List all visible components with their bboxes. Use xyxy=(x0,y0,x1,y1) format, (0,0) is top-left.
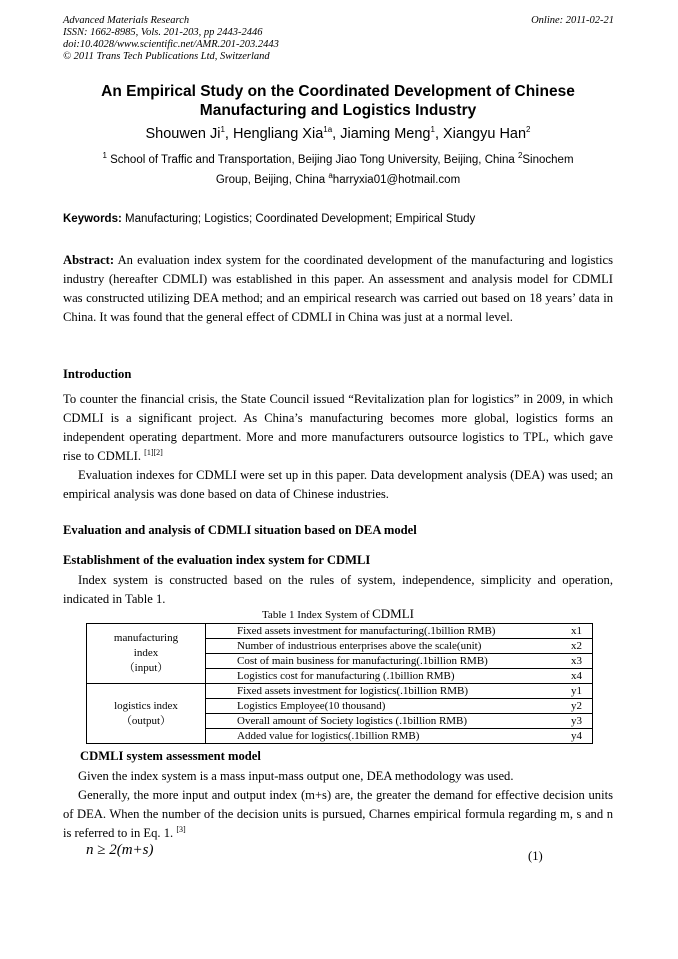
table-caption: Table 1 Index System of CDMLI xyxy=(261,606,414,621)
group-label-input: manufacturing index （input） xyxy=(87,624,206,684)
equation: n ≥ 2(m+s) xyxy=(86,842,154,858)
group-label-output: logistics index （output） xyxy=(87,684,206,744)
model-paragraph-2: Generally, the more input and output index (m+s) are, the greater the demand for effective decision units of DEA. When the number of the decision units is pursued, Charnes empirical formula regarding m, s and n is referred to in Eq. 1. [3] xyxy=(63,788,613,840)
affiliation: $^1$ School of Traffic and Transportation, Beijing Jiao Tong University, Beijing, China $^2$Sinochem Group, Beijing, China $^a$harryxia01@hotmail.com xyxy=(102,151,574,186)
table-cell: Overall amount of Society logistics (.1billion RMB) y3 xyxy=(206,714,593,729)
table-cell: Added value for logistics(.1billion RMB) y4 xyxy=(206,729,593,744)
table-cell: Number of industrious enterprises above the scale(unit) x2 xyxy=(206,639,593,654)
journal-name: Advanced Materials Research xyxy=(63,15,190,26)
abstract-text: An evaluation index system for the coordinated development of the manufacturing and logistics industry (hereafter CDMLI) was established in this paper. An assessment and analysis model for CDMLI was constructed utilizing DEA method; and an empirical research was carried out based on 18 years’ data in China. It was found that the general effect of CDMLI in China was just at a normal level. xyxy=(63,253,613,324)
title-line-2: Manufacturing and Logistics Industry xyxy=(199,102,477,119)
author-4: Xiangyu Han$^2$ xyxy=(443,125,531,142)
table-cell: Fixed assets investment for logistics(.1billion RMB) y1 xyxy=(206,684,593,699)
section-heading: Evaluation and analysis of CDMLI situation based on DEA model xyxy=(63,523,417,537)
intro-paragraph-1: To counter the financial crisis, the State Council issued “Revitalization plan for logistics” in 2009, in which CDMLI is a significant project. As China’s manufacturing becomes more global, logistics forms an independent operating department. More and more manufacturers outsource logistics to TPL, which gave rise to CDMLI. [1][2] xyxy=(63,392,613,463)
table-row xyxy=(87,684,593,699)
intro-heading: Introduction xyxy=(63,367,132,381)
table-cell: Fixed assets investment for manufacturing(.1billion RMB) x1 xyxy=(206,624,593,639)
table-cell: Logistics Employee(10 thousand) y2 xyxy=(206,699,593,714)
copyright-line: © 2011 Trans Tech Publications Ltd, Switzerland xyxy=(63,51,270,62)
issn-line: ISSN: 1662-8985, Vols. 201-203, pp 2443-2446 xyxy=(63,27,263,38)
subsection-heading-model: CDMLI system assessment model xyxy=(80,749,261,763)
keywords xyxy=(63,213,475,225)
abstract xyxy=(63,251,613,327)
author-1: Shouwen Ji$^1$ xyxy=(145,125,225,142)
author-3: Jiaming Meng$^1$ xyxy=(340,125,435,142)
title-line-1: An Empirical Study on the Coordinated Development of Chinese xyxy=(101,83,575,100)
intro-paragraph-2: Evaluation indexes for CDMLI were set up in this paper. Data development analysis (DEA) was used; an empirical analysis was done based on data of Chinese industries. xyxy=(63,468,613,501)
table-row xyxy=(87,624,593,639)
equation-number: (1) xyxy=(528,849,543,863)
author-list: Shouwen Ji$^1$, Hengliang Xia$^{1a}$, Jiaming Meng$^1$, Xiangyu Han$^2$ xyxy=(145,125,531,142)
email: harryxia01@hotmail.com xyxy=(332,174,461,186)
subsection-heading: Establishment of the evaluation index system for CDMLI xyxy=(63,553,371,567)
table-cell: Cost of main business for manufacturing(.1billion RMB) x3 xyxy=(206,654,593,669)
paper-title xyxy=(60,82,616,120)
section-paragraph: Index system is constructed based on the rules of system, independence, simplicity and operation, indicated in Table 1. xyxy=(63,573,613,606)
index-table xyxy=(86,623,593,744)
keywords-text: Manufacturing; Logistics; Coordinated Development; Empirical Study xyxy=(121,213,476,225)
keywords-label: Keywords: xyxy=(63,213,122,225)
abstract-label: Abstract: xyxy=(63,253,115,267)
online-date: Online: 2011-02-21 xyxy=(531,15,614,26)
table-cell: Logistics cost for manufacturing (.1billion RMB) x4 xyxy=(206,669,593,684)
citation-ref: [1][2] xyxy=(144,447,163,457)
citation-ref: [3] xyxy=(176,824,186,834)
author-2: Hengliang Xia$^{1a}$ xyxy=(232,125,333,142)
doi-line: doi:10.4028/www.scientific.net/AMR.201-203.2443 xyxy=(63,39,279,50)
model-paragraph-1: Given the index system is a mass input-mass output one, DEA methodology was used. xyxy=(78,769,514,783)
